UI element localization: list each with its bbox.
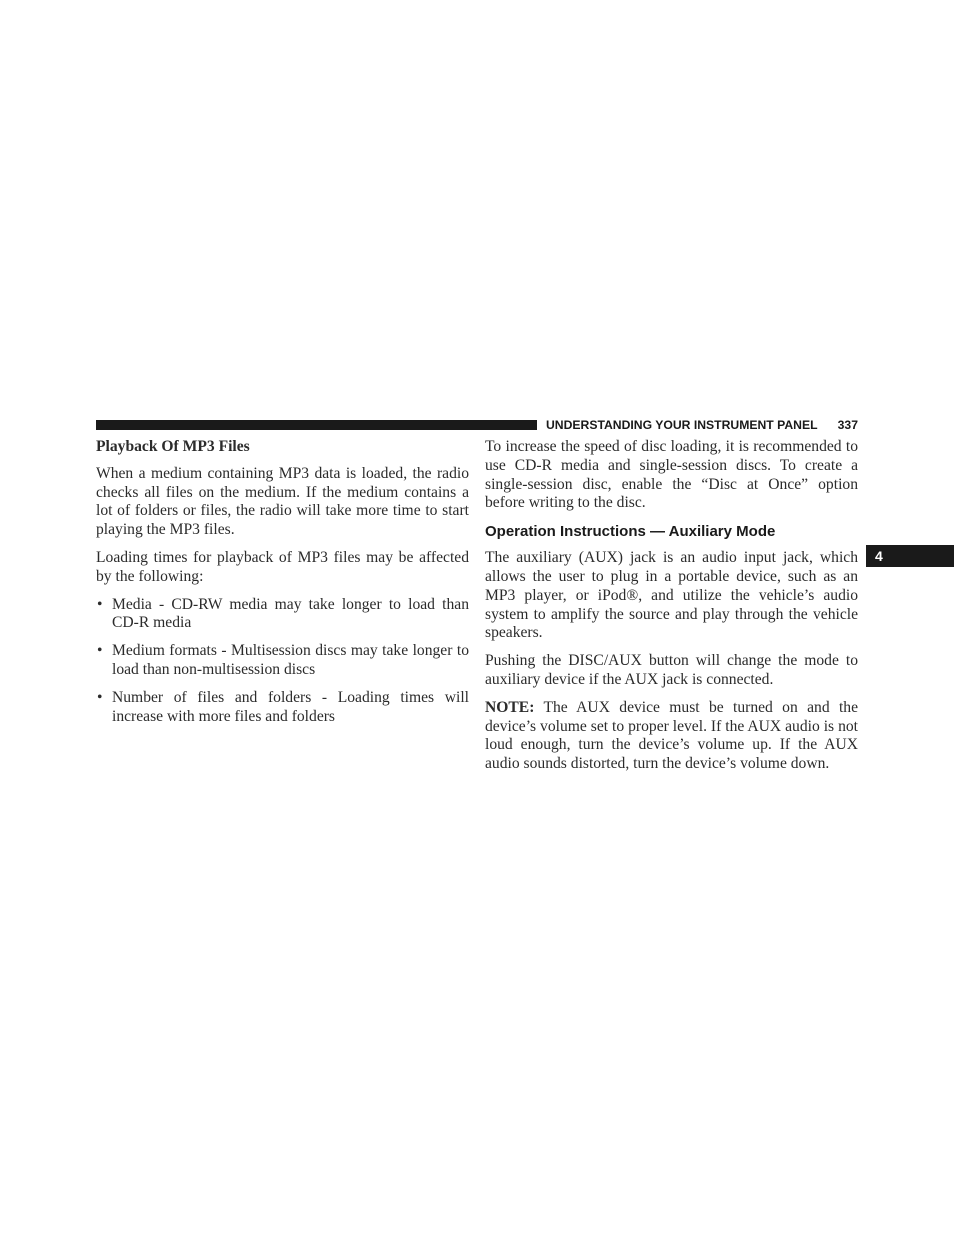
list-item	[96, 642, 469, 680]
list-item-text: Medium formats - Multisession discs may take longer to load than non-multisession discs	[112, 642, 469, 678]
header-rule	[96, 420, 537, 430]
note-label: NOTE:	[485, 698, 535, 716]
page-number: 337	[837, 418, 858, 432]
list-item	[96, 689, 469, 727]
paragraph: Pushing the DISC/AUX button will change the mode to auxiliary device if the AUX jack is connected.	[485, 652, 858, 688]
list-item-text: Number of files and folders - Loading times will increase with more files and folders	[112, 688, 469, 725]
bullet-list	[96, 596, 469, 727]
paragraph: When a medium containing MP3 data is loaded, the radio checks all files on the medium. If the medium contains a lot of folders or files, the radio will take more time to start playing the MP3 files.	[96, 464, 469, 539]
section-heading-mp3: Playback Of MP3 Files	[96, 438, 250, 455]
running-header	[546, 417, 858, 433]
left-column	[96, 438, 469, 735]
paragraph: Loading times for playback of MP3 files may be affected by the following:	[96, 548, 469, 585]
note-paragraph	[485, 699, 858, 774]
chapter-tab: 4	[866, 545, 954, 567]
note-text: The AUX device must be turned on and the device’s volume set to proper level. If the AUX audio is not loud enough, turn the device’s volume up. If the AUX audio sounds distorted, turn the device’s volume down.	[485, 698, 858, 773]
section-title: UNDERSTANDING YOUR INSTRUMENT PANEL	[546, 418, 818, 432]
paragraph: To increase the speed of disc loading, it is recommended to use CD-R media and single-session discs. To create a single-session disc, enable the “Disc at Once” option before writing to the disc.	[485, 438, 858, 512]
bullet-icon: •	[97, 642, 103, 660]
section-heading-aux: Operation Instructions — Auxiliary Mode	[485, 523, 776, 541]
list-item	[96, 596, 469, 634]
bullet-icon: •	[97, 595, 103, 613]
right-column	[485, 438, 858, 783]
paragraph: The auxiliary (AUX) jack is an audio input jack, which allows the user to plug in a portable device, such as an MP3 player, or iPod®, and utilize the vehicle’s audio system to amplify the source and play through the vehicle speakers.	[485, 549, 858, 642]
list-item-text: Media - CD-RW media may take longer to load than CD-R media	[112, 595, 469, 632]
bullet-icon: •	[97, 688, 103, 706]
